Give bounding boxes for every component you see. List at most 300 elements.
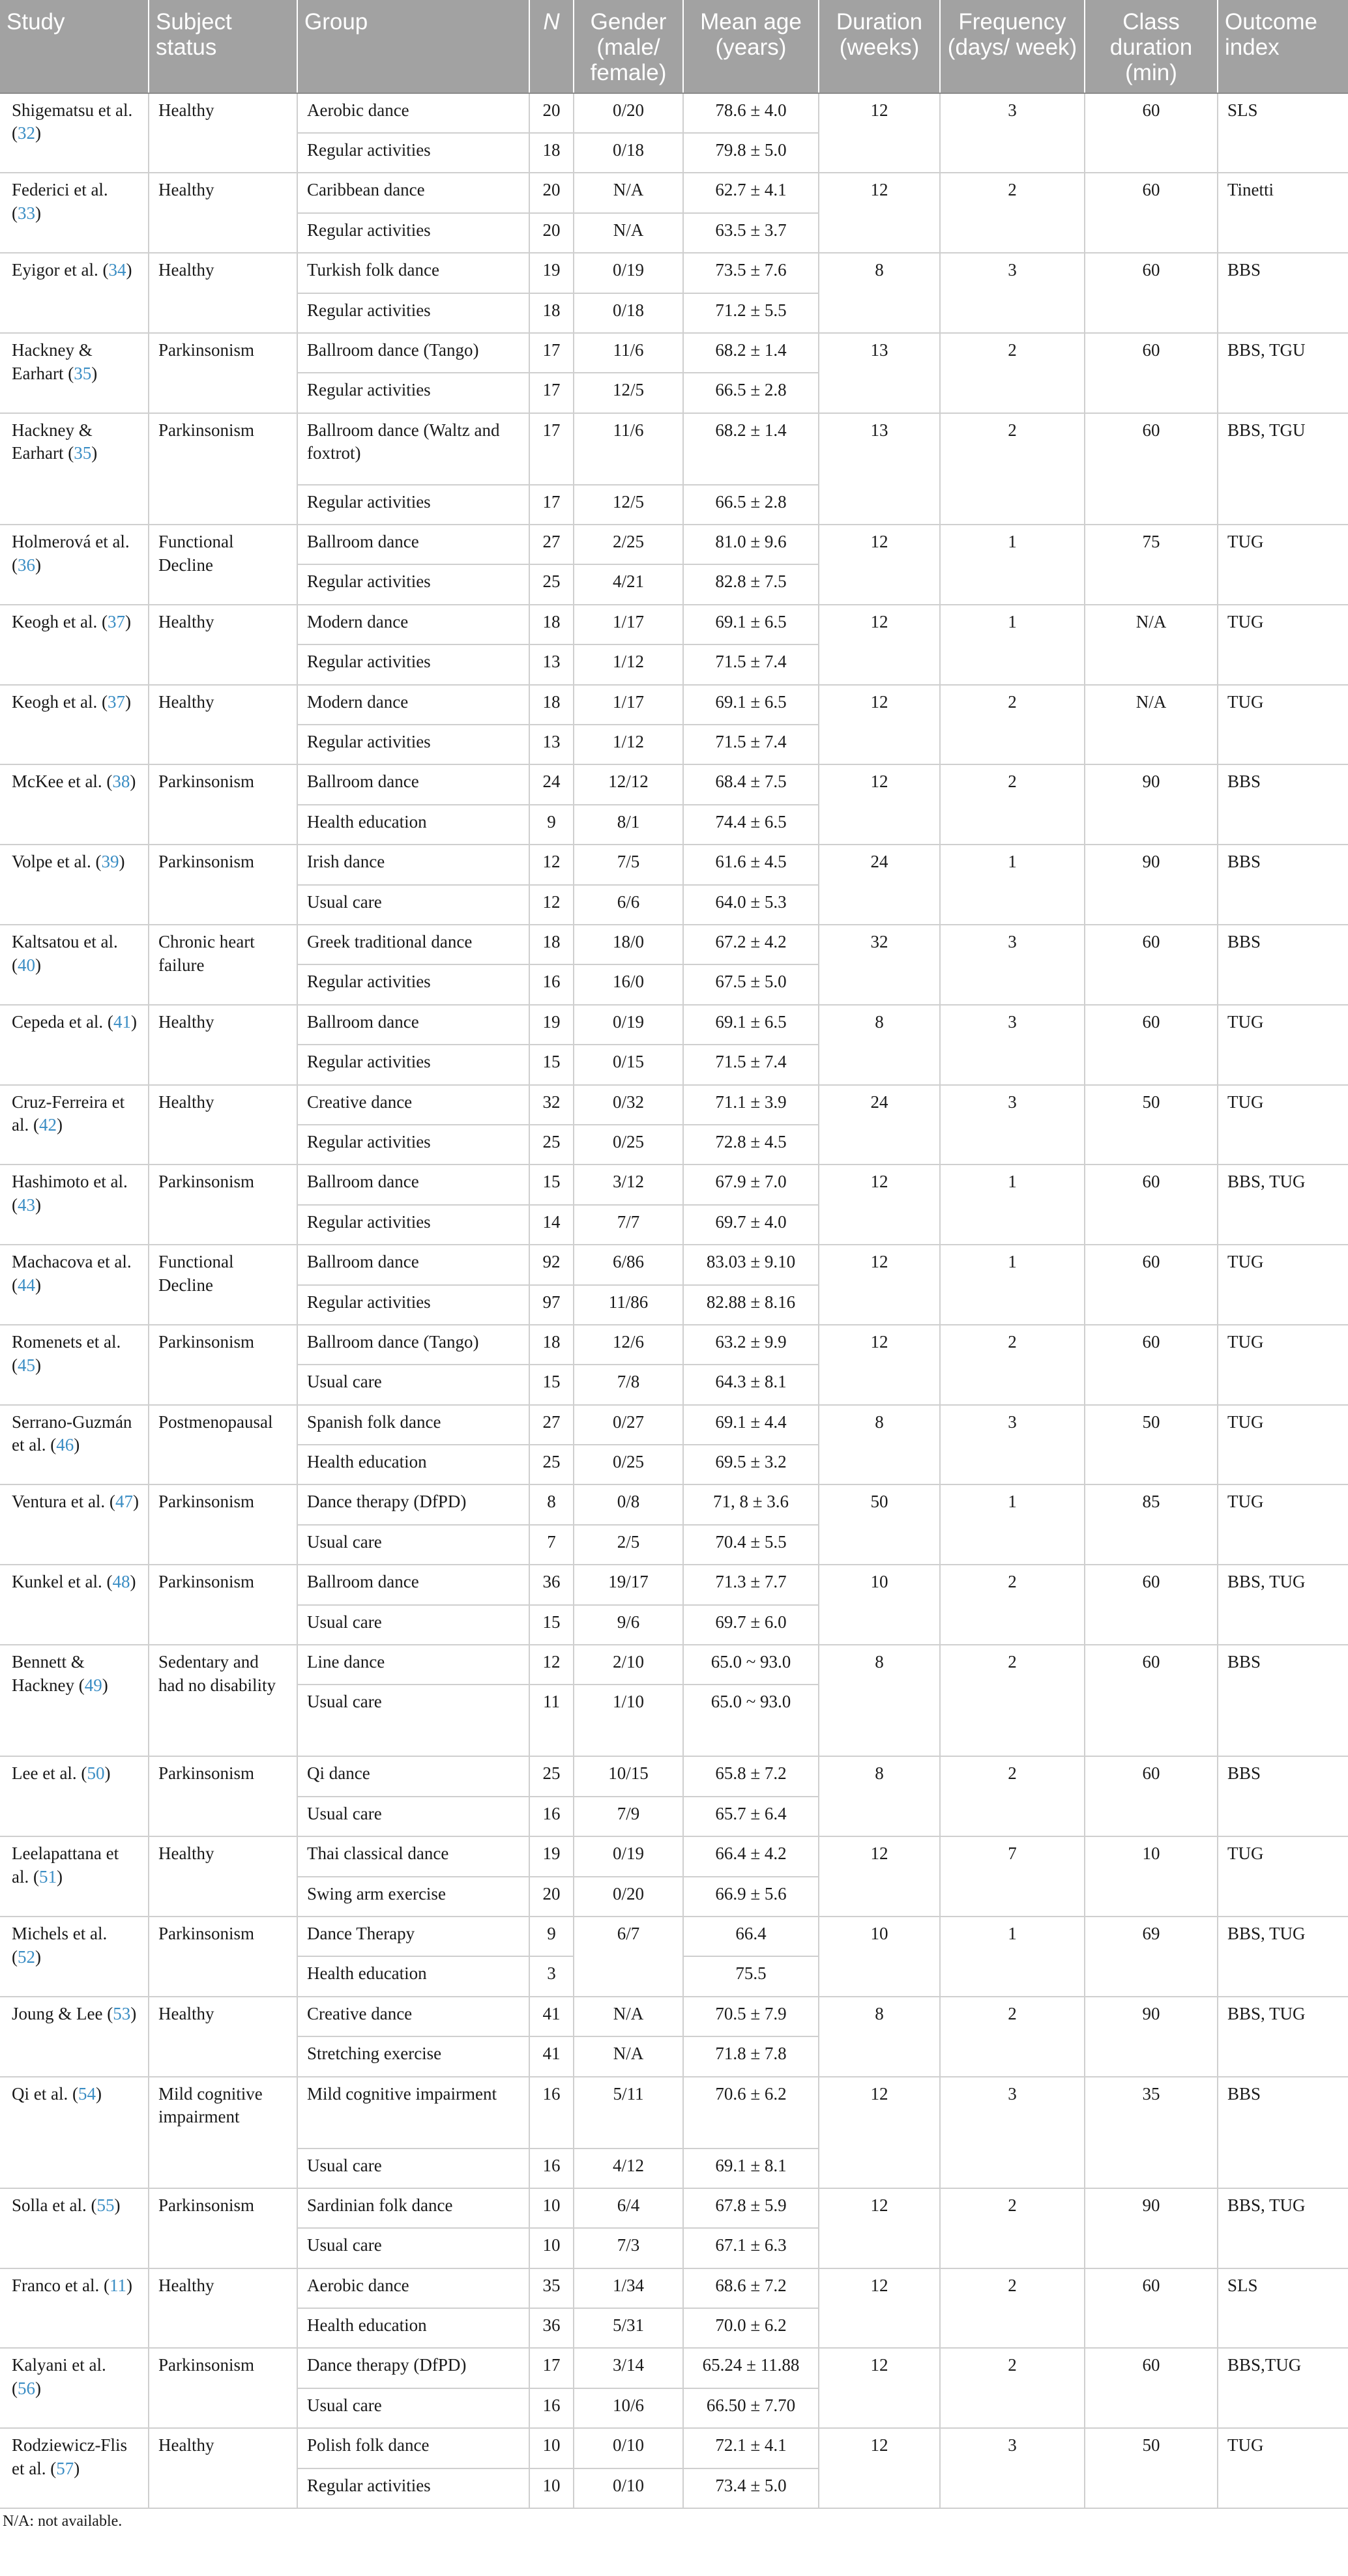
n-cell: 10 [529,2188,574,2228]
study-cell [0,925,149,1005]
col-header-n: N [529,0,574,93]
mean-age-cell: 71.1 ± 3.9 [683,1085,819,1125]
n-cell: 27 [529,525,574,564]
group-cell: Regular activities [297,1045,529,1084]
table-row [0,845,1348,884]
table-row [0,1165,1348,1204]
reference-link[interactable]: 51 [38,1866,57,1887]
table-row [0,925,1348,964]
mean-age-cell: 69.5 ± 3.2 [683,1445,819,1484]
subject-status-cell: Healthy [149,1997,297,2077]
group-cell: Ballroom dance [297,525,529,564]
subject-status-cell: Healthy [149,605,297,685]
table-row [0,605,1348,644]
group-cell: Irish dance [297,845,529,884]
group-cell: Polish folk dance [297,2428,529,2468]
gender-cell: 7/5 [574,845,683,884]
duration-cell: 12 [819,2077,940,2188]
reference-close-paren: ) [35,955,41,975]
gender-cell: 1/12 [574,725,683,764]
frequency-cell: 1 [940,525,1085,605]
study-cell [0,1756,149,1836]
class-duration-cell: 60 [1085,1756,1218,1836]
frequency-cell: 3 [940,2077,1085,2188]
reference-link[interactable]: 53 [113,2003,131,2023]
n-cell: 12 [529,845,574,884]
duration-cell: 12 [819,1165,940,1245]
outcome-index-cell: TUG [1218,1005,1348,1085]
frequency-cell: 2 [940,1565,1085,1645]
frequency-cell: 1 [940,605,1085,685]
mean-age-cell: 79.8 ± 5.0 [683,133,819,173]
n-cell: 36 [529,2308,574,2348]
reference-link[interactable]: 40 [18,955,35,975]
mean-age-cell: 72.1 ± 4.1 [683,2428,819,2468]
gender-cell: 0/19 [574,253,683,293]
reference-link[interactable]: 11 [109,2275,126,2295]
mean-age-cell: 69.1 ± 4.4 [683,1405,819,1445]
n-cell: 35 [529,2268,574,2308]
n-cell: 20 [529,93,574,133]
mean-age-cell: 66.5 ± 2.8 [683,373,819,412]
reference-close-paren: ) [35,2379,41,2399]
gender-cell: 3/14 [574,2348,683,2388]
frequency-cell: 2 [940,1756,1085,1836]
col-header-gender: Gender (male/ female) [574,0,683,93]
table-row [0,93,1348,133]
study-name: Serrano-Guzmán et al. ( [12,1411,132,1455]
group-cell: Regular activities [297,564,529,604]
class-duration-cell: 60 [1085,1165,1218,1245]
mean-age-cell: 66.5 ± 2.8 [683,485,819,525]
n-cell: 20 [529,1877,574,1917]
mean-age-cell: 71.5 ± 7.4 [683,1045,819,1084]
gender-cell: 0/18 [574,293,683,333]
reference-close-paren: ) [126,260,132,280]
gender-cell: 4/21 [574,564,683,604]
duration-cell: 12 [819,2348,940,2428]
group-cell: Turkish folk dance [297,253,529,293]
frequency-cell: 2 [940,764,1085,845]
study-name: Volpe et al. ( [12,852,102,872]
study-cell [0,93,149,173]
mean-age-cell: 69.1 ± 6.5 [683,685,819,725]
outcome-index-cell: BBS, TUG [1218,1565,1348,1645]
reference-close-paren: ) [35,123,41,143]
group-cell: Modern dance [297,605,529,644]
outcome-index-cell: BBS, TUG [1218,1997,1348,2077]
class-duration-cell: 60 [1085,2268,1218,2349]
table-row [0,1085,1348,1125]
subject-status-cell: Functional Decline [149,525,297,605]
class-duration-cell: 60 [1085,1565,1218,1645]
n-cell: 14 [529,1205,574,1245]
study-name: Cruz-Ferreira et al. ( [12,1092,125,1135]
study-cell [0,1405,149,1485]
study-cell [0,605,149,685]
group-cell: Aerobic dance [297,2268,529,2308]
outcome-index-cell: BBS [1218,1645,1348,1756]
subject-status-cell: Parkinsonism [149,2188,297,2268]
frequency-cell: 1 [940,1484,1085,1565]
frequency-cell: 2 [940,2268,1085,2349]
study-name: Hackney & Earhart ( [12,420,93,463]
frequency-cell: 2 [940,1997,1085,2077]
n-cell: 17 [529,2348,574,2388]
outcome-index-cell: BBS [1218,845,1348,925]
gender-cell: 0/8 [574,1484,683,1524]
duration-cell: 12 [819,1836,940,1917]
subject-status-cell: Parkinsonism [149,1165,297,1245]
class-duration-cell: 90 [1085,764,1218,845]
mean-age-cell: 68.4 ± 7.5 [683,764,819,804]
mean-age-cell: 70.6 ± 6.2 [683,2077,819,2149]
gender-cell: 0/20 [574,1877,683,1917]
gender-cell: 11/6 [574,333,683,373]
study-cell [0,1836,149,1917]
reference-link[interactable]: 38 [112,772,130,792]
mean-age-cell: 69.7 ± 6.0 [683,1605,819,1645]
outcome-index-cell: TUG [1218,1245,1348,1325]
duration-cell: 12 [819,764,940,845]
reference-close-paren: ) [56,1115,63,1135]
n-cell: 17 [529,485,574,525]
reference-link[interactable]: 33 [18,203,35,223]
subject-status-cell: Healthy [149,685,297,765]
n-cell: 27 [529,1405,574,1445]
study-name: Ventura et al. ( [12,1492,115,1512]
reference-link[interactable]: 36 [18,555,35,575]
table-row [0,2188,1348,2228]
gender-cell: 8/1 [574,805,683,845]
n-cell: 15 [529,1045,574,1084]
reference-link[interactable]: 49 [84,1675,102,1695]
table-row [0,1325,1348,1365]
n-cell: 18 [529,1325,574,1365]
study-name: Qi et al. ( [12,2083,78,2104]
class-duration-cell: N/A [1085,685,1218,765]
frequency-cell: 1 [940,1245,1085,1325]
reference-link[interactable]: 34 [108,260,126,280]
frequency-cell: 3 [940,2428,1085,2508]
group-cell: Stretching exercise [297,2036,529,2076]
table-row [0,1645,1348,1685]
gender-cell: N/A [574,213,683,253]
reference-link[interactable]: 45 [18,1355,35,1375]
subject-status-cell: Chronic heart failure [149,925,297,1005]
table-body [0,93,1348,2508]
mean-age-cell: 65.0 ~ 93.0 [683,1645,819,1685]
reference-link[interactable]: 46 [56,1435,74,1455]
mean-age-cell: 65.7 ± 6.4 [683,1797,819,1836]
mean-age-cell: 71.2 ± 5.5 [683,293,819,333]
subject-status-cell: Healthy [149,93,297,173]
duration-cell: 50 [819,1484,940,1565]
mean-age-cell: 69.7 ± 4.0 [683,1205,819,1245]
duration-cell: 10 [819,1565,940,1645]
col-header-subject-status: Subject status [149,0,297,93]
reference-close-paren: ) [35,1946,41,1967]
outcome-index-cell: TUG [1218,1405,1348,1485]
table-row [0,525,1348,564]
class-duration-cell: 60 [1085,925,1218,1005]
reference-link[interactable]: 54 [78,2083,96,2104]
class-duration-cell: 60 [1085,173,1218,253]
subject-status-cell: Parkinsonism [149,764,297,845]
reference-close-paren: ) [125,691,131,712]
duration-cell: 24 [819,1085,940,1165]
class-duration-cell: 90 [1085,845,1218,925]
outcome-index-cell: SLS [1218,93,1348,173]
duration-cell: 12 [819,2268,940,2349]
n-cell: 18 [529,133,574,173]
group-cell: Regular activities [297,485,529,525]
reference-link[interactable]: 35 [74,443,92,463]
n-cell: 25 [529,1125,574,1165]
n-cell: 19 [529,1836,574,1876]
reference-link[interactable]: 44 [18,1275,35,1295]
table-row [0,1565,1348,1604]
gender-cell: 12/5 [574,485,683,525]
n-cell: 18 [529,925,574,964]
frequency-cell: 2 [940,2188,1085,2268]
n-cell: 41 [529,2036,574,2076]
gender-cell: N/A [574,2036,683,2076]
gender-cell: 0/20 [574,93,683,133]
table-row [0,1405,1348,1445]
study-cell [0,1005,149,1085]
class-duration-cell: 75 [1085,525,1218,605]
n-cell: 20 [529,173,574,212]
class-duration-cell: 60 [1085,93,1218,173]
gender-cell: 1/17 [574,605,683,644]
reference-close-paren: ) [95,2083,102,2104]
study-cell [0,845,149,925]
mean-age-cell: 81.0 ± 9.6 [683,525,819,564]
class-duration-cell: 69 [1085,1917,1218,1997]
reference-link[interactable]: 50 [87,1763,105,1784]
reference-link[interactable]: 37 [107,611,125,631]
gender-cell: 2/25 [574,525,683,564]
mean-age-cell: 66.50 ± 7.70 [683,2388,819,2428]
mean-age-cell: 68.6 ± 7.2 [683,2268,819,2308]
table-row [0,2428,1348,2468]
group-cell: Usual care [297,1605,529,1645]
reference-link[interactable]: 47 [115,1492,133,1512]
reference-link[interactable]: 52 [18,1946,35,1967]
frequency-cell: 3 [940,925,1085,1005]
class-duration-cell: 60 [1085,1645,1218,1756]
subject-status-cell: Parkinsonism [149,413,297,525]
study-cell [0,525,149,605]
class-duration-cell: 50 [1085,1405,1218,1485]
outcome-index-cell: BBS, TGU [1218,413,1348,525]
gender-cell: 6/7 [574,1917,683,1997]
gender-cell: 0/19 [574,1836,683,1876]
col-header-frequency: Frequency (days/ week) [940,0,1085,93]
n-cell: 11 [529,1685,574,1756]
mean-age-cell: 65.8 ± 7.2 [683,1756,819,1796]
mean-age-cell: 68.2 ± 1.4 [683,413,819,485]
study-name: Michels et al. ( [12,1923,108,1967]
reference-link[interactable]: 39 [101,852,119,872]
subject-status-cell: Parkinsonism [149,1917,297,1997]
outcome-index-cell: TUG [1218,685,1348,765]
reference-close-paren: ) [74,2458,80,2478]
subject-status-cell: Parkinsonism [149,2348,297,2428]
group-cell: Regular activities [297,2468,529,2508]
gender-cell: 6/4 [574,2188,683,2228]
reference-link[interactable]: 35 [74,363,92,383]
study-cell [0,1565,149,1645]
col-header-mean-age: Mean age (years) [683,0,819,93]
gender-cell: 5/11 [574,2077,683,2149]
group-cell: Dance therapy (DfPD) [297,1484,529,1524]
reference-link[interactable]: 55 [96,2195,115,2215]
n-cell: 12 [529,1645,574,1685]
group-cell: Usual care [297,2228,529,2268]
study-name: Leelapattana et al. ( [12,1844,119,1887]
outcome-index-cell: TUG [1218,1484,1348,1565]
study-name: Keogh et al. ( [12,691,108,712]
study-name: Federici et al. ( [12,180,108,223]
study-cell [0,764,149,845]
gender-cell: 4/12 [574,2149,683,2188]
group-cell: Usual care [297,2149,529,2188]
duration-cell: 8 [819,1645,940,1756]
duration-cell: 12 [819,525,940,605]
col-header-group: Group [297,0,529,93]
outcome-index-cell: BBS [1218,2077,1348,2188]
n-cell: 24 [529,764,574,804]
reference-link[interactable]: 42 [38,1115,57,1135]
study-name: Bennett & Hackney ( [12,1652,85,1695]
reference-close-paren: ) [91,363,98,383]
group-cell: Regular activities [297,373,529,412]
table-row [0,2348,1348,2388]
subject-status-cell: Parkinsonism [149,845,297,925]
mean-age-cell: 75.5 [683,1956,819,1996]
subject-status-cell: Parkinsonism [149,1565,297,1645]
gender-cell: 9/6 [574,1605,683,1645]
n-cell: 25 [529,1756,574,1796]
table-row [0,1005,1348,1045]
group-cell: Regular activities [297,964,529,1004]
subject-status-cell: Parkinsonism [149,1325,297,1405]
reference-link[interactable]: 56 [18,2379,35,2399]
reference-link[interactable]: 32 [18,123,35,143]
duration-cell: 24 [819,845,940,925]
study-name: Rodziewicz-Flis et al. ( [12,2435,127,2478]
study-cell [0,2348,149,2428]
gender-cell: N/A [574,173,683,212]
group-cell: Thai classical dance [297,1836,529,1876]
gender-cell: 0/25 [574,1445,683,1484]
reference-link[interactable]: 57 [56,2458,74,2478]
study-cell [0,1165,149,1245]
duration-cell: 12 [819,173,940,253]
class-duration-cell: 60 [1085,1005,1218,1085]
n-cell: 13 [529,725,574,764]
table-row [0,173,1348,212]
reference-link[interactable]: 43 [18,1194,35,1215]
reference-link[interactable]: 48 [112,1572,130,1592]
mean-age-cell: 71, 8 ± 3.6 [683,1484,819,1524]
gender-cell: 1/17 [574,685,683,725]
study-name: Keogh et al. ( [12,611,108,631]
n-cell: 10 [529,2428,574,2468]
gender-cell: 2/10 [574,1645,683,1685]
outcome-index-cell: TUG [1218,1325,1348,1405]
mean-age-cell: 74.4 ± 6.5 [683,805,819,845]
mean-age-cell: 71.8 ± 7.8 [683,2036,819,2076]
group-cell: Regular activities [297,1285,529,1325]
n-cell: 25 [529,1445,574,1484]
duration-cell: 32 [819,925,940,1005]
table-row [0,253,1348,293]
mean-age-cell: 69.1 ± 6.5 [683,605,819,644]
duration-cell: 8 [819,253,940,333]
mean-age-cell: 67.1 ± 6.3 [683,2228,819,2268]
frequency-cell: 3 [940,93,1085,173]
reference-close-paren: ) [35,1275,41,1295]
gender-cell: 0/32 [574,1085,683,1125]
study-cell [0,2428,149,2508]
duration-cell: 12 [819,685,940,765]
reference-link[interactable]: 37 [107,691,125,712]
n-cell: 18 [529,605,574,644]
duration-cell: 10 [819,1917,940,1997]
group-cell: Usual care [297,885,529,925]
duration-cell: 8 [819,1405,940,1485]
study-cell [0,2268,149,2349]
n-cell: 17 [529,373,574,412]
n-cell: 16 [529,2149,574,2188]
class-duration-cell: 60 [1085,333,1218,413]
table-row [0,1917,1348,1956]
group-cell: Swing arm exercise [297,1877,529,1917]
frequency-cell: 1 [940,845,1085,925]
reference-link[interactable]: 41 [113,1011,131,1032]
group-cell: Ballroom dance [297,764,529,804]
study-name: Machacova et al. ( [12,1252,132,1295]
frequency-cell: 1 [940,1165,1085,1245]
subject-status-cell: Mild cognitive impairment [149,2077,297,2188]
gender-cell: 7/3 [574,2228,683,2268]
outcome-index-cell: TUG [1218,605,1348,685]
gender-cell: 3/12 [574,1165,683,1204]
reference-close-paren: ) [132,1492,139,1512]
duration-cell: 12 [819,605,940,685]
mean-age-cell: 69.1 ± 6.5 [683,1005,819,1045]
mean-age-cell: 67.5 ± 5.0 [683,964,819,1004]
mean-age-cell: 70.5 ± 7.9 [683,1997,819,2036]
group-cell: Ballroom dance [297,1245,529,1284]
n-cell: 9 [529,1917,574,1956]
mean-age-cell: 73.5 ± 7.6 [683,253,819,293]
gender-cell: 0/10 [574,2468,683,2508]
mean-age-cell: 83.03 ± 9.10 [683,1245,819,1284]
duration-cell: 12 [819,2188,940,2268]
subject-status-cell: Functional Decline [149,1245,297,1325]
duration-cell: 13 [819,333,940,413]
mean-age-cell: 66.9 ± 5.6 [683,1877,819,1917]
duration-cell: 8 [819,1756,940,1836]
frequency-cell: 1 [940,1917,1085,1997]
study-name: Holmerová et al. ( [12,532,130,575]
gender-cell: 12/5 [574,373,683,412]
study-name: Romenets et al. ( [12,1331,121,1375]
